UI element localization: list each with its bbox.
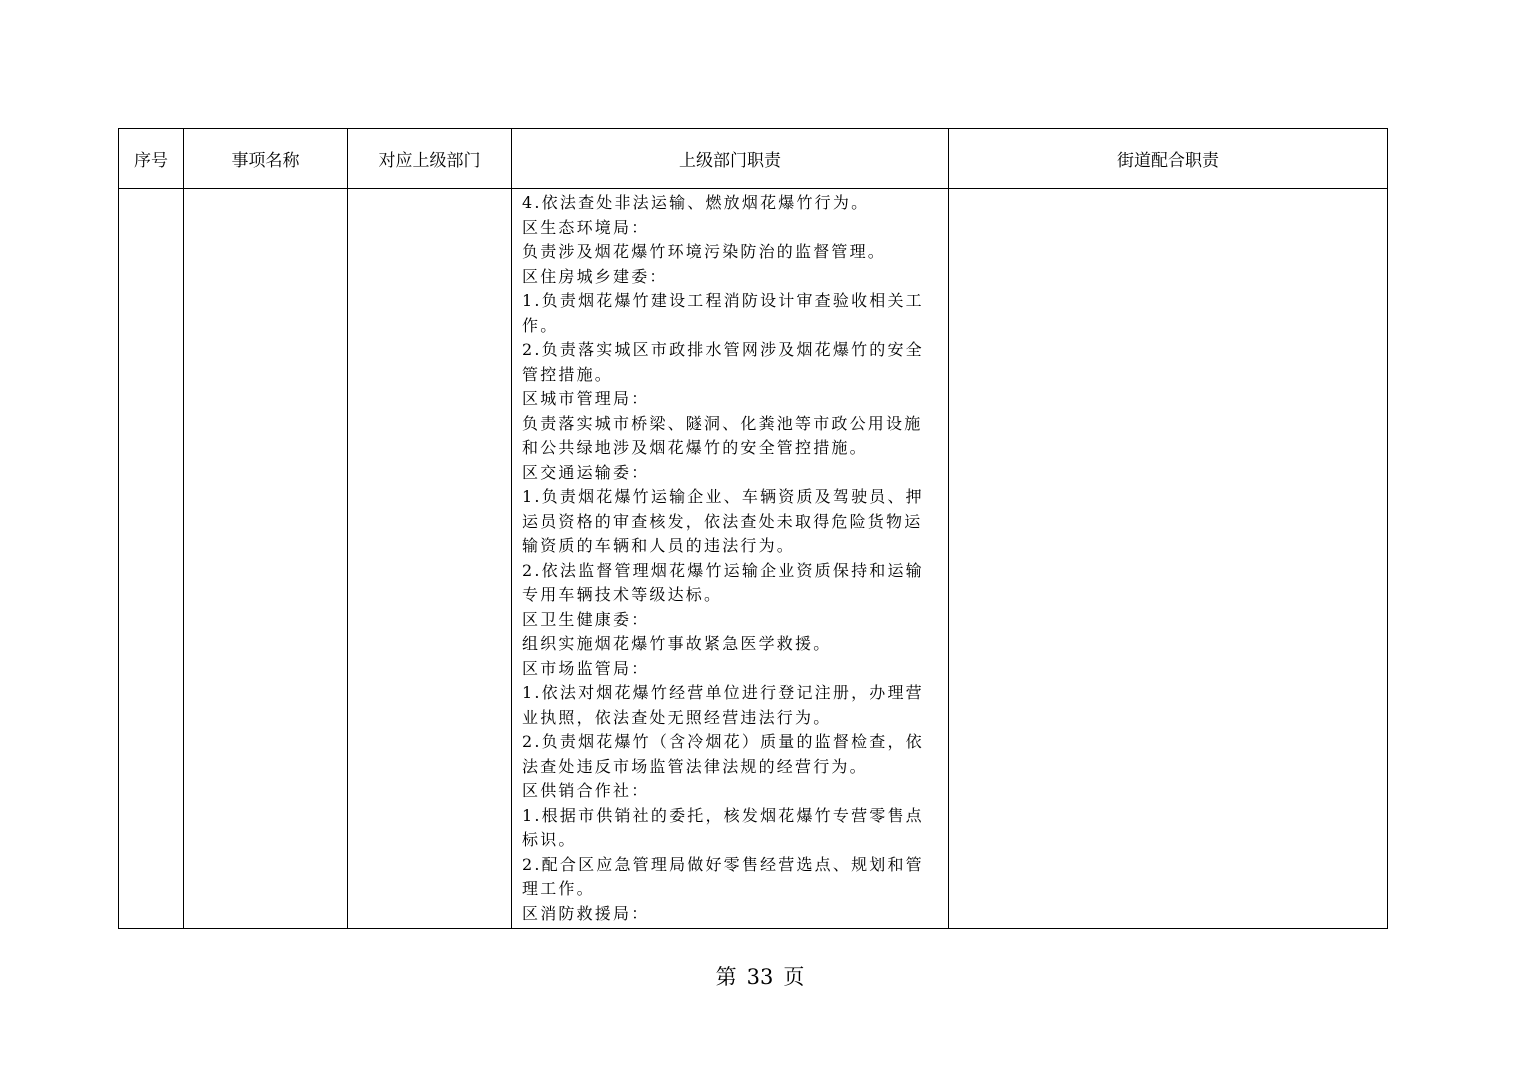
duty-line: 2.负责落实城区市政排水管网涉及烟花爆竹的安全 bbox=[522, 340, 924, 359]
page-suffix: 页 bbox=[783, 965, 805, 989]
header-item-name: 事项名称 bbox=[184, 129, 348, 189]
duty-line: 理工作。 bbox=[522, 879, 595, 898]
duty-line: 管控措施。 bbox=[522, 364, 614, 384]
duty-line: 区生态环境局： bbox=[522, 217, 650, 237]
duty-line: 负责涉及烟花爆竹环境污染防治的监督管理。 bbox=[522, 242, 887, 261]
cell-street-duties bbox=[949, 189, 1388, 929]
duty-line: 1.负责烟花爆竹运输企业、车辆资质及驾驶员、押 bbox=[522, 487, 924, 506]
duty-line: 和公共绿地涉及烟花爆竹的安全管控措施。 bbox=[522, 438, 868, 457]
duty-line: 业执照，依法查处无照经营违法行为。 bbox=[522, 707, 832, 727]
duty-line: 4.依法查处非法运输、燃放烟花爆竹行为。 bbox=[522, 193, 870, 212]
duty-line: 区住房城乡建委： bbox=[522, 266, 668, 286]
duty-line: 1.根据市供销社的委托，核发烟花爆竹专营零售点 bbox=[522, 805, 924, 825]
duty-line: 区卫生健康委： bbox=[522, 609, 650, 629]
duty-line: 2.配合区应急管理局做好零售经营选点、规划和管 bbox=[522, 854, 924, 874]
duty-line: 区城市管理局： bbox=[522, 389, 650, 408]
cell-item-name bbox=[184, 189, 348, 929]
header-superior-department: 对应上级部门 bbox=[348, 129, 512, 189]
duty-line: 2.依法监督管理烟花爆竹运输企业资质保持和运输 bbox=[522, 560, 924, 580]
header-superior-duties: 上级部门职责 bbox=[512, 129, 949, 189]
duty-line: 作。 bbox=[522, 315, 559, 335]
duty-line: 2.负责烟花爆竹（含冷烟花）质量的监督检查，依 bbox=[522, 732, 924, 751]
duty-line: 组织实施烟花爆竹事故紧急医学救援。 bbox=[522, 634, 832, 653]
duty-line: 区供销合作社： bbox=[522, 781, 650, 800]
duties-table bbox=[118, 128, 1388, 929]
superior-duties-text bbox=[512, 189, 948, 928]
cell-superior-department bbox=[348, 189, 512, 929]
duty-line: 区消防救援局： bbox=[522, 903, 650, 923]
duty-line: 1.负责烟花爆竹建设工程消防设计审查验收相关工 bbox=[522, 291, 924, 310]
page-prefix: 第 bbox=[715, 965, 737, 989]
page-number: 33 bbox=[746, 965, 774, 989]
header-index: 序号 bbox=[119, 129, 184, 189]
cell-index bbox=[119, 189, 184, 929]
duty-line: 专用车辆技术等级达标。 bbox=[522, 585, 723, 604]
page-number-footer bbox=[0, 961, 1520, 991]
table-row bbox=[119, 189, 1388, 929]
duty-line: 区市场监管局： bbox=[522, 658, 650, 678]
cell-superior-duties bbox=[512, 189, 949, 929]
duty-line: 标识。 bbox=[522, 830, 577, 849]
duty-line: 法查处违反市场监管法律法规的经营行为。 bbox=[522, 756, 868, 776]
duty-line: 区交通运输委： bbox=[522, 462, 650, 482]
duty-line: 负责落实城市桥梁、隧洞、化粪池等市政公用设施 bbox=[522, 413, 923, 433]
header-street-duties: 街道配合职责 bbox=[949, 129, 1388, 189]
table-header-row bbox=[119, 129, 1388, 189]
duty-line: 运员资格的审查核发，依法查处未取得危险货物运 bbox=[522, 511, 923, 531]
duty-line: 输资质的车辆和人员的违法行为。 bbox=[522, 536, 796, 555]
duty-line: 1.依法对烟花爆竹经营单位进行登记注册，办理营 bbox=[522, 683, 924, 702]
